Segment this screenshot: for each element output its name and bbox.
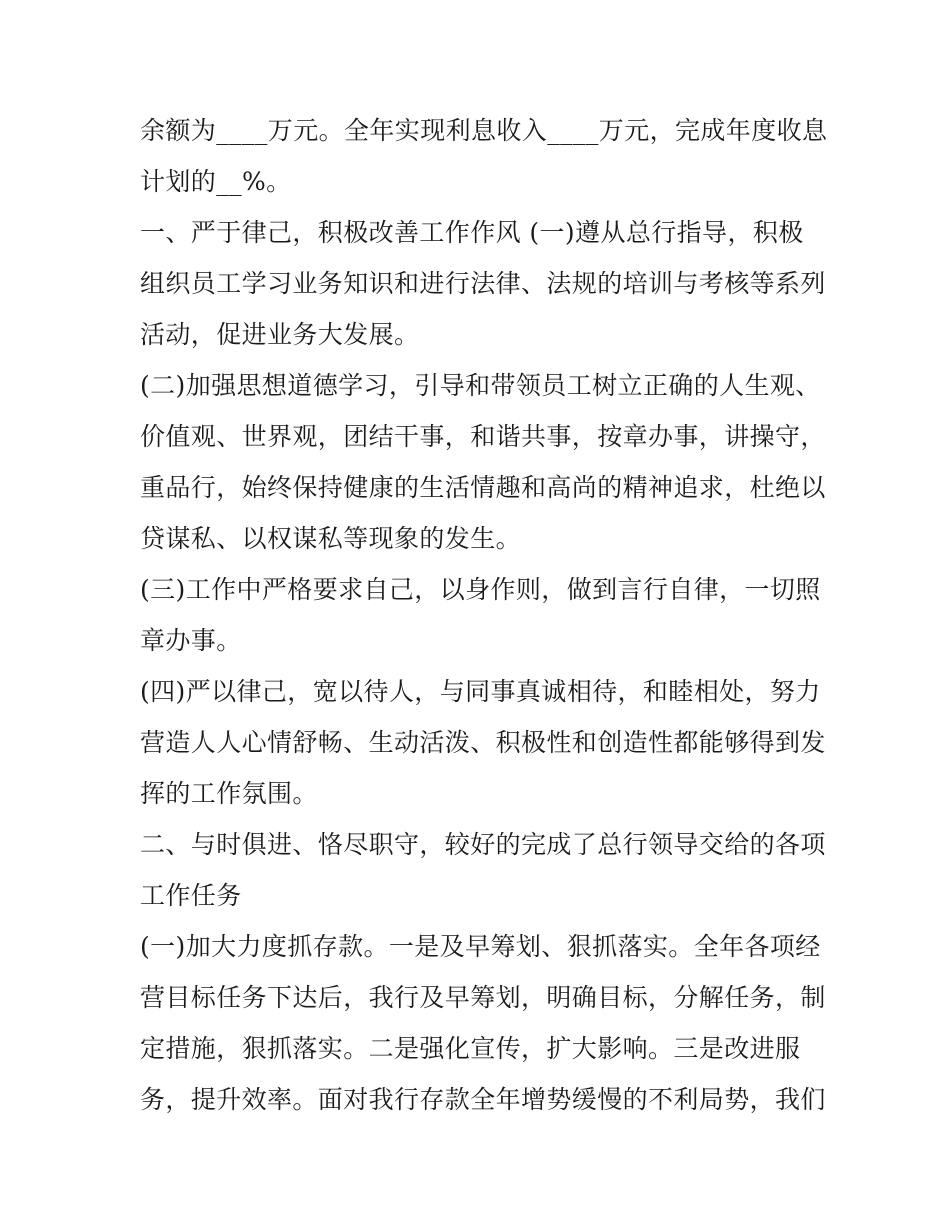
text-line: 二、与时俱进、恪尽职守，较好的完成了总行领导交给的各项 bbox=[140, 830, 826, 859]
text-line: (二)加强思想道德学习，引导和带领员工树立正确的人生观、 bbox=[140, 371, 821, 400]
text-line: (三)工作中严格要求自己，以身作则，做到言行自律，一切照 bbox=[140, 575, 821, 604]
document-body bbox=[140, 105, 828, 1125]
text-line: 计划的__%。 bbox=[140, 167, 292, 196]
text-line: 贷谋私、以权谋私等现象的发生。 bbox=[140, 524, 522, 553]
text-line: 工作任务 bbox=[140, 881, 242, 910]
text-line: 价值观、世界观，团结干事，和谐共事，按章办事，讲操守， bbox=[140, 422, 826, 451]
text-line: 营目标任务下达后，我行及早筹划，明确目标，分解任务，制 bbox=[140, 983, 826, 1012]
text-line: 组织员工学习业务知识和进行法律、法规的培训与考核等系列 bbox=[140, 269, 826, 298]
text-line: (一)加大力度抓存款。一是及早筹划、狠抓落实。全年各项经 bbox=[140, 932, 821, 961]
text-line: 活动，促进业务大发展。 bbox=[140, 320, 420, 349]
text-line: 定措施，狠抓落实。二是强化宣传，扩大影响。三是改进服 bbox=[140, 1034, 801, 1063]
text-line: 挥的工作氛围。 bbox=[140, 779, 318, 808]
text-line: 务，提升效率。面对我行存款全年增势缓慢的不利局势，我们 bbox=[140, 1085, 826, 1114]
text-line: 章办事。 bbox=[140, 626, 242, 655]
text-line: 营造人人心情舒畅、生动活泼、积极性和创造性都能够得到发 bbox=[140, 728, 826, 757]
text-line: 余额为____万元。全年实现利息收入____万元，完成年度收息 bbox=[140, 116, 828, 145]
text-line: (四)严以律己，宽以待人，与同事真诚相待，和睦相处，努力 bbox=[140, 677, 821, 706]
text-line: 一、严于律己，积极改善工作作风 (一)遵从总行指导，积极 bbox=[140, 218, 804, 247]
text-line: 重品行，始终保持健康的生活情趣和高尚的精神追求，杜绝以 bbox=[140, 473, 826, 502]
